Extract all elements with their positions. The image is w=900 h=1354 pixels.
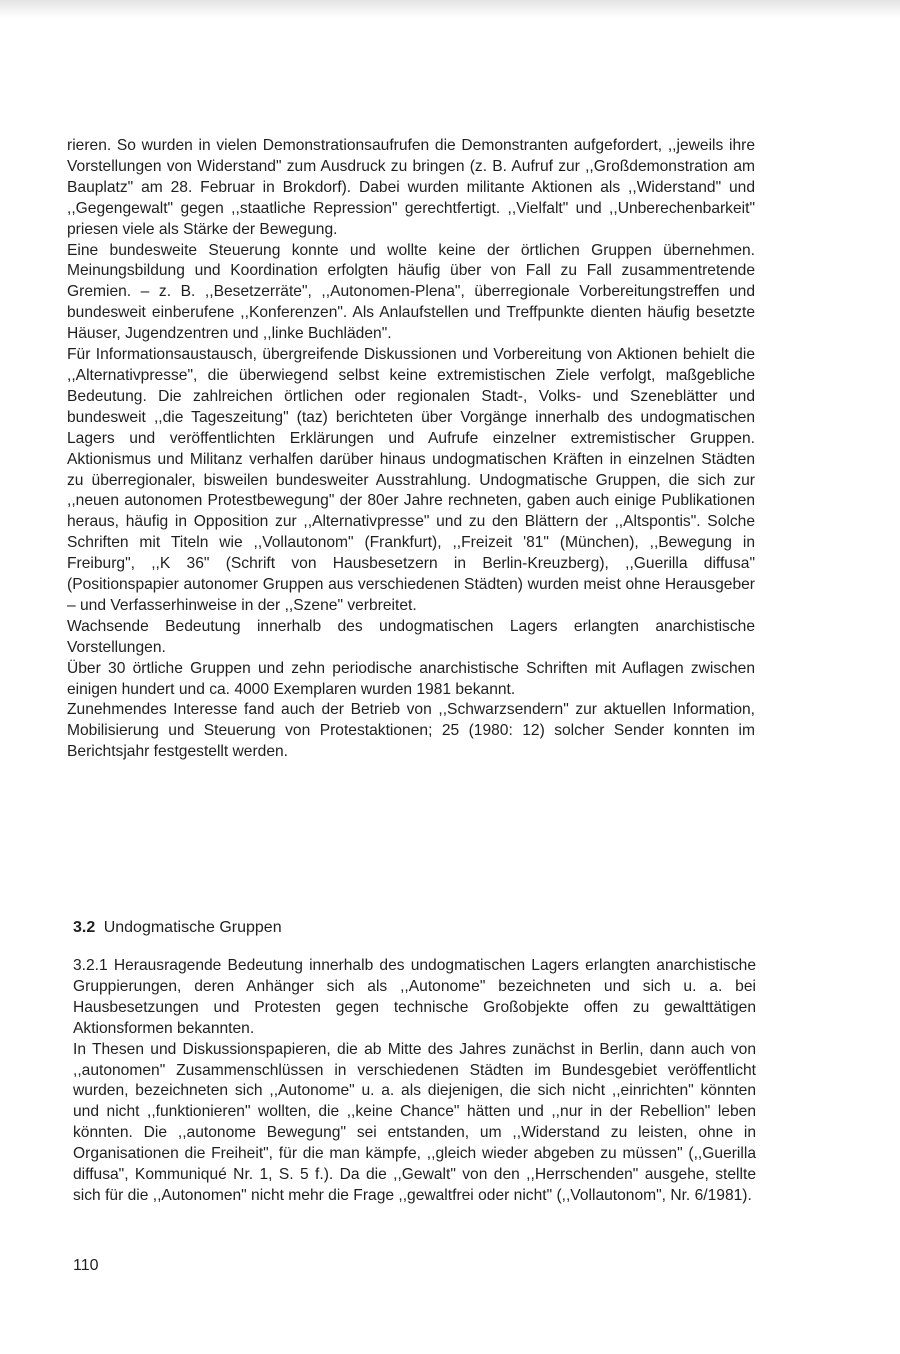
scan-top-edge-shadow: [0, 0, 900, 20]
paragraph-steuerung: Eine bundesweite Steuerung konnte und wollte keine der örtlichen Gruppen übernehmen. Meinungsbildung und Koordination erfolgten häufig über von Fall zu Fall zusammentretende Gremien. – z. B. ,,Besetzerräte", ,,Autonomen-Plena", überregionale Vorbereitungstreffen und bundesweit einberufene ,,Konferenzen". Als Anlaufstellen und Treffpunkte dienten häufig besetzte Häuser, Jugendzentren und ,,linke Buchläden".: [67, 241, 755, 343]
section-body: [73, 956, 756, 1207]
paragraph-informationsaustausch: Für Informationsaustausch, übergreifende Diskussionen und Vorbereitung von Aktionen behielt die ,,Alternativpresse", die überwiegend selbst keine extremistischen Ziele verfolgt, maßgebliche Bedeutung. Die zahlreichen örtlichen oder regionalen Stadt-, Volks- und Szeneblätter und bundesweit ,,die Tageszeitung" (taz) berichteten über Vorgänge innerhalb des undogmatischen Lagers und veröffentlichten Erklärungen und Aufrufe einzelner extremistischer Gruppen. Aktionismus und Militanz verhalfen darüber hinaus undogmatischen Kräften in einzelnen Städten zu überregionaler, bisweilen bundesweiter Ausstrahlung. Undogmatische Gruppen, die sich zur ,,neuen autonomen Protestbewegung" der 80er Jahre rechneten, gaben auch einige Publikationen heraus, häufig in Opposition zur ,,Alternativpresse" und zu den Blättern der ,,Altspontis". Solche Schriften mit Titeln wie ,,Vollautonom" (Frankfurt), ,,Freizeit '81" (München), ,,Bewegung in Freiburg", ,,K 36" (Schrift von Hausbesetzern in Berlin-Kreuzberg), ,,Guerilla diffusa" (Positionspapier autonomer Gruppen aus verschiedenen Städten) wurden meist ohne Herausgeber – und Verfasserhinweise in der ,,Szene" verbreitet.: [67, 346, 755, 614]
paragraph-3-2-1: 3.2.1 Herausragende Bedeutung innerhalb des undogmatischen Lagers erlangten anarchistische Gruppierungen, deren Anhänger sich als ,,Autonome" bezeichneten und sich u. a. bei Hausbesetzungen und Protesten gegen technische Großobjekte offen zu gewalttätigen Aktionsformen bekannten.: [73, 957, 756, 1037]
section-title: Undogmatische Gruppen: [103, 919, 282, 936]
page-number: 110: [73, 1257, 99, 1274]
paragraph-thesen: In Thesen und Diskussionspapieren, die ab Mitte des Jahres zunächst in Berlin, dann auch von ,,autonomen" Zusammenschlüssen in verschiedenen Städten im Bundesgebiet veröffentlicht wurden, bezeichneten sich ,,Autonome" u. a. als diejenigen, die sich nicht ,,einrichten" könnten und nicht ,,funktionieren" wollten, die ,,keine Chance" hätten und ,,nur in der Rebellion" leben könnten. Die ,,autonome Bewegung" sei entstanden, um ,,Widerstand zu leisten, ohne in Organisationen die Freiheit", für die man kämpfe, ,,gleich wieder abgeben zu müssen" (,,Guerilla diffusa", Kommuniqué Nr. 1, S. 5 f.). Da die ,,Gewalt" von den ,,Herrschenden" ausgehe, stellte sich für die ,,Autonomen" nicht mehr die Frage ,,gewaltfrei oder nicht" (,,Vollautonom", Nr. 6/1981).: [73, 1040, 756, 1204]
paragraph-schwarzsender: Zunehmendes Interesse fand auch der Betrieb von ,,Schwarzsendern" zur aktuellen Information, Mobilisierung und Steuerung von Protestaktionen; 25 (1980: 12) solcher Sender konnten im Berichtsjahr festgestellt werden.: [67, 701, 755, 761]
body-text: [67, 136, 755, 763]
paragraph-oertliche-gruppen: Über 30 örtliche Gruppen und zehn periodische anarchistische Schriften mit Auflagen zwischen einigen hundert und ca. 4000 Exemplaren wurden 1981 bekannt.: [67, 659, 755, 698]
section-heading: [73, 918, 282, 938]
paragraph-continuation: rieren. So wurden in vielen Demonstrationsaufrufen die Demonstranten aufgefordert, ,,jeweils ihre Vorstellungen von Widerstand" zum Ausdruck zu bringen (z. B. Aufruf zur ,,Großdemonstration am Bauplatz" am 28. Februar in Brokdorf). Dabei wurden militante Aktionen als ,,Widerstand" und ,,Gegengewalt" gegen ,,staatliche Repression" gerechtfertigt. ,,Vielfalt" und ,,Unberechenbarkeit" priesen viele als Stärke der Bewegung.: [67, 137, 755, 238]
paragraph-anarchistische-vorstellungen: Wachsende Bedeutung innerhalb des undogmatischen Lagers erlangten anarchistische Vorstellungen.: [67, 617, 755, 656]
section-number: 3.2: [73, 919, 96, 936]
